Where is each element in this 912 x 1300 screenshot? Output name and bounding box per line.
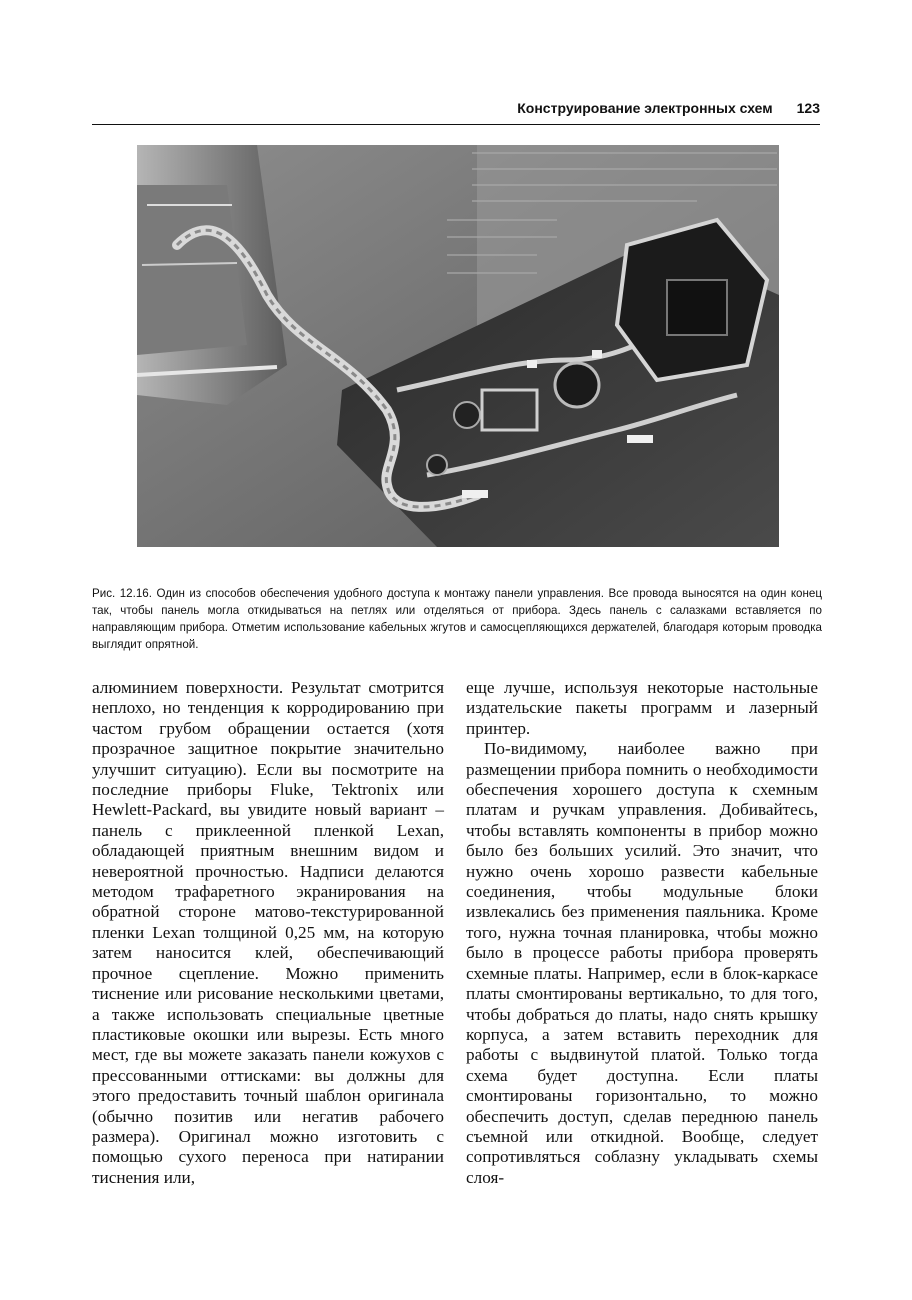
right-paragraph-2: По-видимому, наиболее важно при размещении прибора помнить о необходимости обеспечения хорошего доступа к схемным платам и ручкам управления. Добивайтесь, чтобы вставлять компоненты в прибор можно было без больших усилий. Это значит, что нужно очень хорошо развести кабельные соединения, чтобы модульные блоки извлекались без применения паяльника. Кроме того, нужна точная планировка, чтобы можно было в процессе работы прибора проверять схемные платы. Например, если в блок-каркасе платы смонтированы вертикально, то для того, чтобы добраться до платы, надо снять крышку корпуса, а затем вставить переходник для работы с выдвинутой платой. Только тогда схема будет доступна. Если платы смонтированы горизонтально, то можно обеспечить доступ, сделав переднюю панель съемной или откидной. Вообще, следует сопротивляться соблазну укладывать схемы слоя- — [466, 739, 818, 1187]
left-paragraph-1: алюминием поверхности. Результат смотрится неплохо, но тенденция к корродированию при частом грубом обращении остается (хотя прозрачное защитное покрытие значительно улучшит ситуацию). Если вы посмотрите на последние приборы Fluke, Tektronix или Hewlett-Packard, вы увидите новый вариант – панель с приклеенной пленкой Lexan, обладающей приятным внешним видом и невероятной прочностью. Надписи делаются методом трафаретного экранирования на обратной стороне матово-текстурированной пленки Lexan толщиной 0,25 мм, на которую затем наносится клей, обеспечивающий прочное сцепление. Можно применить тиснение или рисование несколькими цветами, а также использовать специальные цветные пластиковые окошки или вырезы. Есть много мест, где вы можете заказать панели кожухов с прессованными оттисками: вы должны для этого предоставить точный шаблон оригинала (обычно позитив или негатив рабочего размера). Оригинал можно изготовить с помощью сухого переноса при натирании тиснения или, — [92, 678, 444, 1187]
page-number: 123 — [796, 100, 820, 116]
right-column — [466, 678, 818, 1188]
left-column — [92, 678, 444, 1188]
figure-photo — [137, 145, 779, 547]
figure-caption: Рис. 12.16. Один из способов обеспечения удобного доступа к монтажу панели управления. Все провода выносятся на один конец так, чтобы панель могла откидываться на петлях или отделяться от прибора. Здесь панель с салазками вставляется по направляющим прибора. Отметим использование кабельных жгутов и самосцепляющихся держателей, благодаря которым проводка выглядит опрятной. — [92, 587, 822, 651]
photo-illustration — [137, 145, 779, 547]
running-title: Конструирование электронных схем — [517, 100, 773, 116]
running-head — [92, 100, 820, 125]
right-paragraph-1: еще лучше, используя некоторые настольные издательские пакеты программ и лазерный принтер. — [466, 678, 818, 738]
